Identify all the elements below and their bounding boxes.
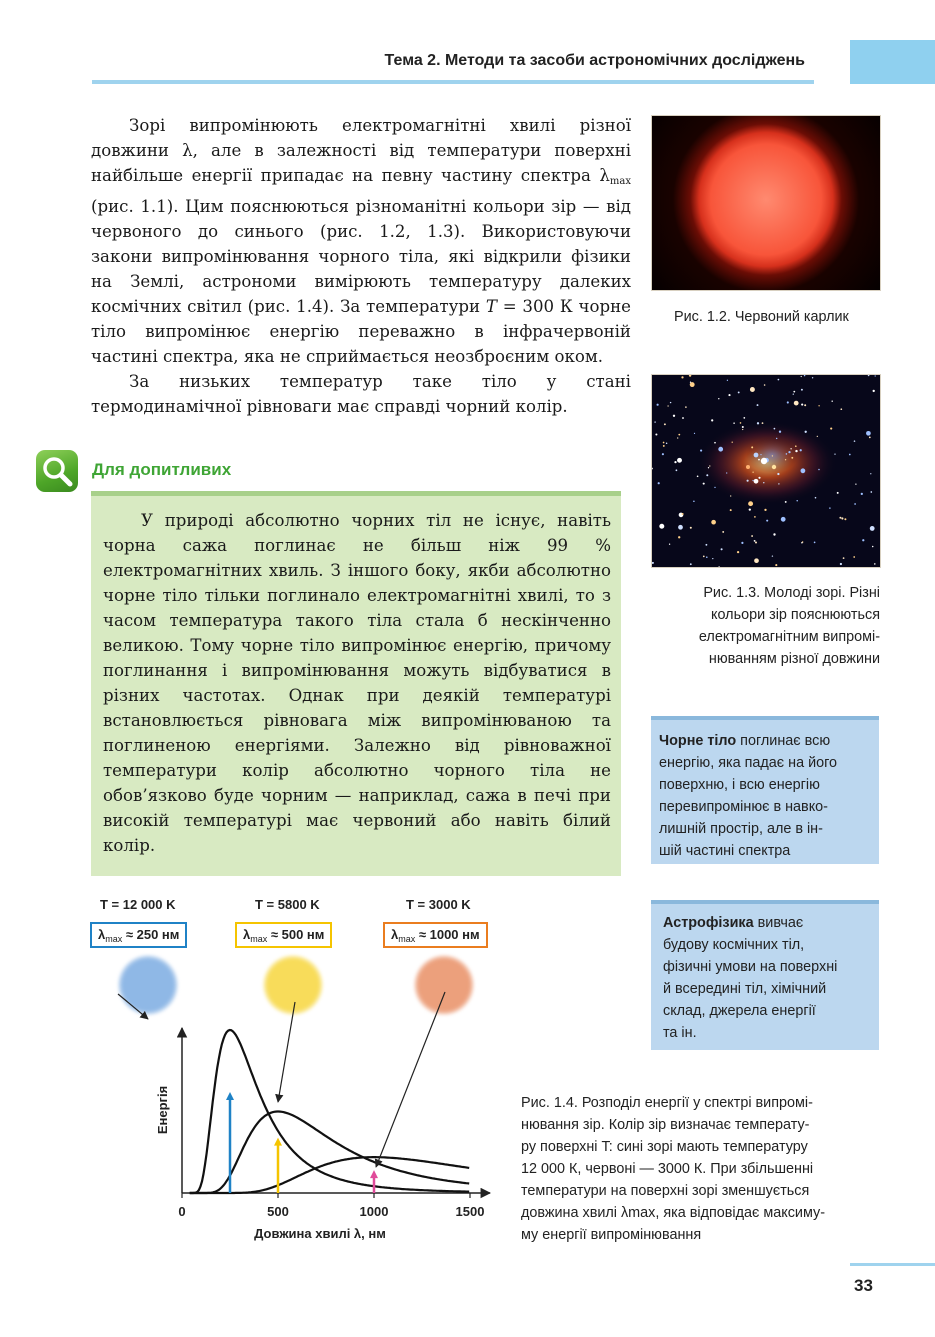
star-dot xyxy=(861,493,863,495)
header-tab-decoration xyxy=(850,40,935,84)
star-dot xyxy=(726,472,727,473)
star-dot xyxy=(840,408,842,410)
star-dot xyxy=(711,520,716,525)
star-dot xyxy=(730,509,732,511)
star-dot xyxy=(718,566,719,567)
star-dot xyxy=(754,516,756,518)
star-dot xyxy=(793,393,794,394)
star-dot xyxy=(788,451,790,453)
star-dot xyxy=(837,492,839,494)
star-dot xyxy=(757,422,759,424)
star-dot xyxy=(690,382,695,387)
star-dot xyxy=(815,497,817,499)
star-dot xyxy=(712,558,713,559)
x-tick-label: 500 xyxy=(267,1204,289,1219)
star-dot xyxy=(749,508,751,510)
star-dot xyxy=(733,422,735,424)
star-dot xyxy=(795,450,797,452)
star-dot xyxy=(663,445,665,447)
star-dot xyxy=(855,483,856,484)
star-dot xyxy=(677,437,678,438)
astrophysics-definition: Астрофізика вивчає будову космічних тіл, фізичні умови на поверхні й всередині тіл, хімічний склад, джерела енергії та ін. xyxy=(651,900,879,1050)
star-dot xyxy=(831,400,832,401)
star-dot xyxy=(718,447,723,452)
star-dot xyxy=(743,417,745,419)
temp-label-5800: T = 5800 K xyxy=(255,897,320,912)
star-dot xyxy=(705,544,707,546)
star-dot xyxy=(854,440,856,442)
y-axis-label: Енергія xyxy=(155,1085,170,1135)
energy-spectrum-chart xyxy=(90,990,510,1250)
star-dot xyxy=(718,398,719,399)
star-dot xyxy=(706,474,708,476)
star-dot xyxy=(658,482,660,484)
star-dot xyxy=(676,469,678,471)
x-tick-label: 1500 xyxy=(455,1204,485,1219)
star-dot xyxy=(853,556,855,558)
star-dot xyxy=(854,503,856,505)
star-dot xyxy=(681,376,683,378)
fig-1-4-caption: Рис. 1.4. Розподіл енергії у спектрі випромі- нювання зір. Колір зір визначає температу- ру поверхні T: сині зорі мають температуру 12 000 К, червоні — 3000 К. При збільшенні температури на поверхні зорі зменшується довжина хвилі λmax, яка відповідає максиму- му енергії випромінювання xyxy=(521,1095,826,1243)
star-dot xyxy=(754,558,759,563)
star-dot xyxy=(732,442,733,443)
spectrum-curve-1 xyxy=(190,1112,470,1194)
star-dot xyxy=(758,459,760,461)
star-dot xyxy=(747,480,749,482)
star-dot xyxy=(844,518,846,520)
star-dot xyxy=(862,539,864,541)
fig-1-2-caption: Рис. 1.2. Червоний карлик xyxy=(674,309,849,325)
star-dot xyxy=(652,468,653,470)
bright-star xyxy=(761,458,767,464)
star-dot xyxy=(834,453,835,454)
star-dot xyxy=(801,542,803,544)
star-dot xyxy=(741,542,743,544)
star-dot xyxy=(730,495,731,496)
star-dot xyxy=(697,475,699,477)
star-dot xyxy=(690,563,692,565)
star-dot xyxy=(757,404,759,406)
spectrum-curve-0 xyxy=(190,1030,470,1193)
main-text xyxy=(91,113,631,419)
star-dot xyxy=(801,376,802,377)
star-dot xyxy=(760,454,761,455)
fig-1-3-caption: Рис. 1.3. Молоді зорі. Різні кольори зір пояснюються електромагнітним випромі- нюванням різної довжини xyxy=(698,585,880,667)
star-dot xyxy=(781,517,786,522)
star-dot xyxy=(787,401,789,403)
star-dot xyxy=(750,387,755,392)
star-dot xyxy=(773,533,775,535)
star-dot xyxy=(748,501,753,506)
star-dot xyxy=(775,564,777,566)
star-dot xyxy=(714,442,716,444)
star-dot xyxy=(778,483,779,484)
star-dot xyxy=(752,472,753,473)
star-dot xyxy=(869,436,871,438)
star-dot xyxy=(755,541,757,543)
star-dot xyxy=(870,526,875,531)
bright-star xyxy=(746,465,750,469)
star-dot xyxy=(758,477,760,479)
star-dot xyxy=(849,454,851,456)
star-dot xyxy=(779,431,781,433)
paragraph-2: За низьких температур таке тіло у стані термодинамічної рівноваги має справді чорний колір. xyxy=(91,372,631,416)
lambda-max-arrowhead-0 xyxy=(226,1092,234,1100)
star-dot xyxy=(690,527,692,529)
star-dot xyxy=(693,501,695,503)
star-dot xyxy=(801,389,803,391)
star-dot xyxy=(793,391,795,393)
star-dot xyxy=(728,394,730,396)
star-dot xyxy=(795,445,797,447)
lambda-box-5800: $\lambda_{max} \approx 500$ нм xyxy=(235,922,332,948)
paragraph-1: Зорі випромінюють електромагнітні хвилі різної довжини λ, але в залежності від температури поверхні найбільше енергії припадає на певну частину спектра $\lambda_{max}$ (рис. 1.1). Цим пояснюються різноманітні кольори зір — від червоного до синього (рис. 1.2, 1.3). Використовуючи закони випромінювання чорного тіла, які відкрили фізики на Землі, астрономи вимірюють температуру далеких космічних світил (рис. 1.4). За температури T = 300 К чорне тіло випромінює енергію переважно в інфрачервоній частині спектра, яка не сприймається неозброєним оком. xyxy=(91,116,631,366)
footer-rule xyxy=(850,1263,935,1266)
star-dot xyxy=(873,390,875,392)
star-dot xyxy=(664,423,666,425)
star-dot xyxy=(655,433,657,435)
star-dot xyxy=(678,536,680,538)
x-tick-label: 0 xyxy=(178,1204,186,1219)
temp-label-12000: T = 12 000 K xyxy=(100,897,176,912)
star-pointer-arrow-0 xyxy=(118,994,148,1019)
star-dot xyxy=(814,542,816,544)
star-dot xyxy=(812,377,813,378)
star-dot xyxy=(677,458,682,463)
page-header-title: Тема 2. Методи та засоби астрономічних досліджень xyxy=(384,52,805,69)
star-dot xyxy=(872,546,874,548)
star-dot xyxy=(818,405,819,406)
star-dot xyxy=(742,429,743,430)
magnifier-icon xyxy=(36,450,78,492)
star-dot xyxy=(721,548,723,550)
star-dot xyxy=(667,405,668,406)
star-dot xyxy=(800,449,802,451)
star-dot xyxy=(868,375,870,376)
star-dot xyxy=(742,426,744,428)
star-dot xyxy=(682,513,684,515)
star-dot xyxy=(843,557,845,559)
star-dot xyxy=(866,431,871,436)
star-dot xyxy=(654,421,655,422)
star-dot xyxy=(786,453,788,455)
star-dot xyxy=(776,438,777,439)
star-dot xyxy=(737,551,739,553)
star-pointer-arrow-1 xyxy=(278,1002,295,1102)
star-dot xyxy=(796,500,797,501)
star-dot xyxy=(709,465,710,466)
star-dot xyxy=(740,422,742,424)
star-dot xyxy=(674,461,676,463)
star-dot xyxy=(764,509,766,511)
star-dot xyxy=(663,442,665,444)
star-dot xyxy=(662,453,664,455)
red-dwarf-photo xyxy=(651,115,881,291)
star-dot xyxy=(722,531,724,533)
star-dot xyxy=(764,384,766,386)
star-dot xyxy=(714,487,715,488)
star-dot xyxy=(785,459,786,460)
star-dot xyxy=(875,375,876,376)
star-dot xyxy=(777,473,779,475)
star-dot xyxy=(772,555,773,556)
star-dot xyxy=(752,480,753,481)
star-pointer-arrow-2 xyxy=(376,992,445,1167)
black-body-definition: Чорне тіло поглинає всю енергію, яка падає на його поверхню, і всю енергію перевипромінює в навко- лишній простір, але в ін- шій частині спектра xyxy=(651,716,879,864)
star-dot xyxy=(706,556,708,558)
star-dot xyxy=(818,469,820,471)
young-stars-photo xyxy=(651,374,881,568)
star-dot xyxy=(840,563,842,565)
bright-star xyxy=(754,453,759,458)
star-dot xyxy=(751,535,753,537)
star-dot xyxy=(790,448,791,449)
star-dot xyxy=(785,501,787,503)
star-dot xyxy=(829,507,830,508)
star-dot xyxy=(669,544,670,545)
star-dot xyxy=(738,391,740,393)
star-dot xyxy=(678,434,680,436)
star-dot xyxy=(689,375,691,377)
star-dot xyxy=(711,419,713,421)
star-dot xyxy=(703,556,705,558)
star-dot xyxy=(673,415,675,417)
star-dot xyxy=(874,563,876,565)
star-dot xyxy=(805,431,807,433)
x-axis-label: Довжина хвилі λ, нм xyxy=(254,1226,386,1241)
star-dot xyxy=(682,417,684,419)
star-dot xyxy=(763,482,764,483)
star-dot xyxy=(830,428,832,430)
star-dot xyxy=(754,540,756,542)
star-dot xyxy=(778,379,780,381)
star-dot xyxy=(839,517,841,519)
star-dot xyxy=(754,479,759,484)
star-dot xyxy=(817,436,818,437)
star-dot xyxy=(678,525,683,530)
star-dot xyxy=(801,404,803,406)
curious-section-title: Для допитливих xyxy=(92,460,232,479)
star-dot xyxy=(751,446,753,448)
bright-star xyxy=(772,465,776,469)
page-number: 33 xyxy=(854,1276,873,1295)
star-dot xyxy=(685,406,687,408)
star-dot xyxy=(762,422,764,424)
star-dot xyxy=(727,380,728,381)
star-dot xyxy=(652,562,654,564)
temp-label-3000: T = 3000 K xyxy=(406,897,471,912)
star-dot xyxy=(694,433,695,434)
star-dot xyxy=(772,455,773,456)
x-tick-label: 1000 xyxy=(359,1204,389,1219)
star-dot xyxy=(841,517,843,519)
star-dot xyxy=(708,467,709,468)
lambda-box-3000: $\lambda_{max} \approx 1000$ нм xyxy=(383,922,488,948)
lambda-box-12000: $\lambda_{max} \approx 250$ нм xyxy=(90,922,187,948)
star-dot xyxy=(804,404,806,406)
star-dot xyxy=(657,404,659,406)
star-dot xyxy=(670,402,671,403)
star-dot xyxy=(774,428,776,430)
star-dot xyxy=(700,450,702,452)
star-dot xyxy=(804,375,805,376)
star-dot xyxy=(794,401,799,406)
star-dot xyxy=(690,382,691,383)
star-dot xyxy=(801,468,806,473)
curious-text: У природі абсолютно чорних тіл не існує, навіть чорна сажа поглинає не більш ніж 99 % електромагнітних хвиль. З іншого боку, якби абсолютно чорне тіло тільки поглинало електромагнітні хвилі, то з часом температура такого тіла стала б нескінченно великою. Тому чорне тіло випромінює енергію, причому поглинання і випромінювання можуть відбуватися в різних частотах. Однак при деякій температурі встановлюється рівновага між випромінюваною та поглиненою енергіями. Залежно від рівноважної температури колір абсолютно чорного тіла не обов’язково буде чорним — наприклад, сажа в печі при високій температурі має червоний або навіть білий колір. xyxy=(103,511,611,855)
star-dot xyxy=(766,520,768,522)
star-dot xyxy=(791,457,793,459)
star-dot xyxy=(870,491,872,493)
lambda-max-arrowhead-1 xyxy=(274,1138,282,1146)
star-dot xyxy=(659,524,664,529)
star-dot xyxy=(666,443,668,445)
header-rule xyxy=(92,80,814,84)
star-dot xyxy=(703,483,705,485)
star-dot xyxy=(870,473,871,474)
lambda-max-arrowhead-2 xyxy=(370,1170,378,1178)
